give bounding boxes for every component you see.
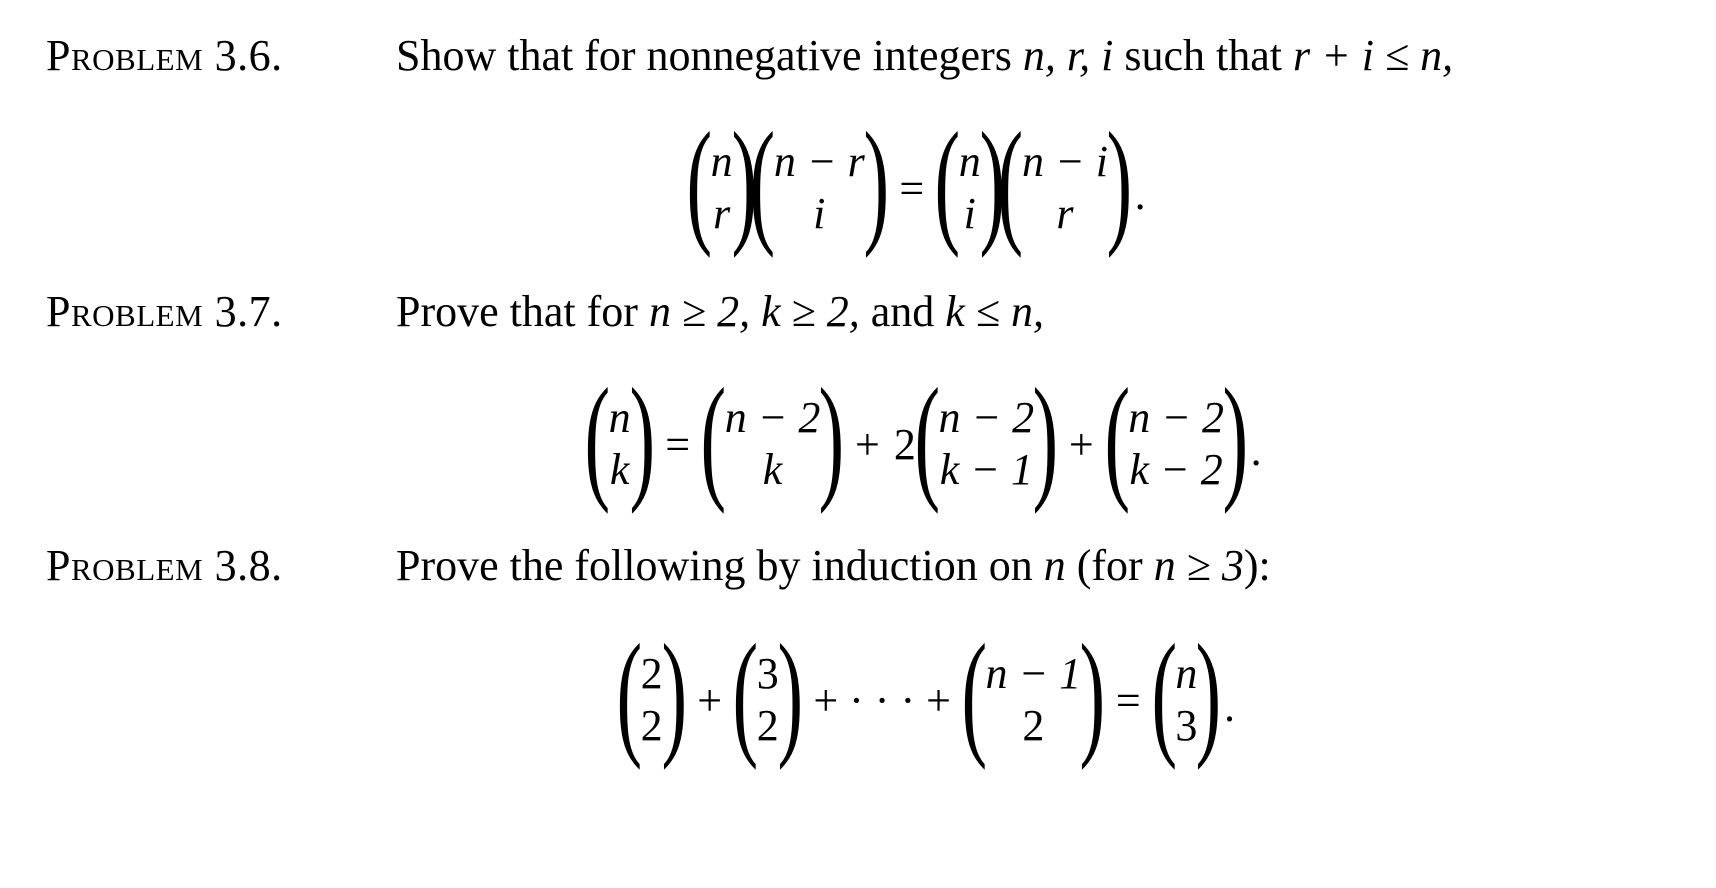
statement-text: Prove the following by induction on bbox=[396, 541, 1044, 590]
binom-bottom: k bbox=[609, 445, 630, 494]
binom-top: 3 bbox=[756, 649, 779, 698]
binomial-coefficient bbox=[749, 104, 889, 259]
plus-sign: + bbox=[697, 675, 723, 725]
problem-label: Problem 3.7. bbox=[46, 287, 283, 336]
right-paren: ) bbox=[731, 104, 757, 259]
problem-3-7-equation bbox=[584, 360, 1262, 515]
binomial-coefficient bbox=[732, 616, 803, 771]
problem-3-8-heading bbox=[46, 540, 1271, 592]
left-paren: ( bbox=[749, 104, 776, 259]
problem-3-8-equation bbox=[616, 616, 1235, 771]
binom-bottom: k bbox=[762, 445, 783, 494]
statement-text: such that bbox=[1113, 31, 1293, 80]
equation-period: . bbox=[1134, 169, 1146, 219]
binom-top: n bbox=[710, 137, 733, 186]
problem-3-7-heading bbox=[46, 286, 1044, 338]
binom-top: n − 2 bbox=[938, 393, 1035, 442]
statement-text: Prove that for bbox=[396, 287, 649, 336]
left-paren: ( bbox=[934, 104, 961, 259]
binom-bottom: 3 bbox=[1175, 701, 1198, 750]
left-paren: ( bbox=[1151, 616, 1177, 771]
binom-bottom: r bbox=[713, 189, 731, 238]
problem-3-6-equation bbox=[686, 104, 1146, 259]
left-paren: ( bbox=[1104, 360, 1130, 515]
right-paren: ) bbox=[1195, 616, 1222, 771]
right-paren: ) bbox=[818, 360, 845, 515]
binom-bottom: k − 2 bbox=[1129, 445, 1223, 494]
right-paren: ) bbox=[629, 360, 655, 515]
statement-condition: r + i ≤ n, bbox=[1292, 31, 1454, 80]
equals-sign: = bbox=[899, 163, 925, 213]
binom-top: n − i bbox=[1022, 137, 1108, 186]
statement-text: ): bbox=[1243, 541, 1271, 590]
binom-top: n − r bbox=[773, 137, 865, 186]
problem-label: Problem 3.6. bbox=[46, 31, 283, 80]
binomial-coefficient bbox=[934, 104, 1005, 259]
binom-top: n − 2 bbox=[724, 393, 821, 442]
left-paren: ( bbox=[732, 616, 759, 771]
right-paren: ) bbox=[1222, 360, 1249, 515]
binomial-coefficient bbox=[616, 616, 687, 771]
binomial-coefficient bbox=[914, 360, 1059, 515]
binom-top: n − 2 bbox=[1128, 393, 1224, 442]
binom-bottom: i bbox=[963, 189, 976, 238]
right-paren: ) bbox=[863, 104, 889, 259]
equals-sign: = bbox=[1115, 675, 1141, 725]
binom-top: 2 bbox=[640, 649, 663, 698]
binom-bottom: r bbox=[1056, 189, 1074, 238]
statement-condition: n ≥ 3 bbox=[1153, 541, 1244, 590]
ellipsis-sum: + · · · + bbox=[813, 675, 951, 725]
binom-bottom: i bbox=[813, 189, 826, 238]
left-paren: ( bbox=[914, 360, 940, 515]
problem-3-6-heading bbox=[46, 30, 1453, 82]
binom-bottom: 2 bbox=[756, 701, 779, 750]
statement-condition: n ≥ 2, k ≥ 2, bbox=[648, 287, 860, 336]
binomial-coefficient bbox=[1151, 616, 1222, 771]
problem-statement bbox=[396, 286, 1044, 338]
binom-top: n bbox=[1175, 649, 1198, 698]
statement-condition: k ≤ n, bbox=[945, 287, 1044, 336]
binomial-coefficient bbox=[584, 360, 655, 515]
statement-variables: n, r, i bbox=[1022, 31, 1114, 80]
statement-text: Show that for nonnegative integers bbox=[396, 31, 1023, 80]
right-paren: ) bbox=[1032, 360, 1059, 515]
binom-bottom: k − 1 bbox=[939, 445, 1033, 494]
statement-variable: n bbox=[1043, 541, 1066, 590]
binomial-coefficient bbox=[1104, 360, 1249, 515]
binom-bottom: 2 bbox=[640, 701, 663, 750]
statement-text: and bbox=[859, 287, 946, 336]
binom-bottom: 2 bbox=[1022, 701, 1045, 750]
equals-sign: = bbox=[665, 419, 691, 469]
plus-sign: + bbox=[1068, 419, 1094, 469]
binom-top: n − 1 bbox=[985, 649, 1082, 698]
left-paren: ( bbox=[616, 616, 643, 771]
left-paren: ( bbox=[584, 360, 611, 515]
right-paren: ) bbox=[777, 616, 803, 771]
problem-statement bbox=[396, 540, 1271, 592]
left-paren: ( bbox=[997, 104, 1024, 259]
right-paren: ) bbox=[661, 616, 687, 771]
right-paren: ) bbox=[979, 104, 1005, 259]
statement-text: (for bbox=[1065, 541, 1154, 590]
binomial-coefficient bbox=[997, 104, 1133, 259]
binomial-coefficient bbox=[700, 360, 845, 515]
problem-statement bbox=[396, 30, 1453, 82]
equation-period: . bbox=[1250, 425, 1262, 475]
problem-label: Problem 3.8. bbox=[46, 541, 283, 590]
equation-period: . bbox=[1223, 681, 1235, 731]
right-paren: ) bbox=[1079, 616, 1106, 771]
left-paren: ( bbox=[700, 360, 727, 515]
binom-top: n bbox=[608, 393, 631, 442]
right-paren: ) bbox=[1106, 104, 1133, 259]
plus-sign: + bbox=[855, 419, 880, 469]
coefficient: 2 bbox=[893, 419, 916, 469]
left-paren: ( bbox=[686, 104, 713, 259]
binom-top: n bbox=[958, 137, 981, 186]
left-paren: ( bbox=[961, 616, 988, 771]
binomial-coefficient bbox=[961, 616, 1106, 771]
binomial-coefficient bbox=[686, 104, 757, 259]
